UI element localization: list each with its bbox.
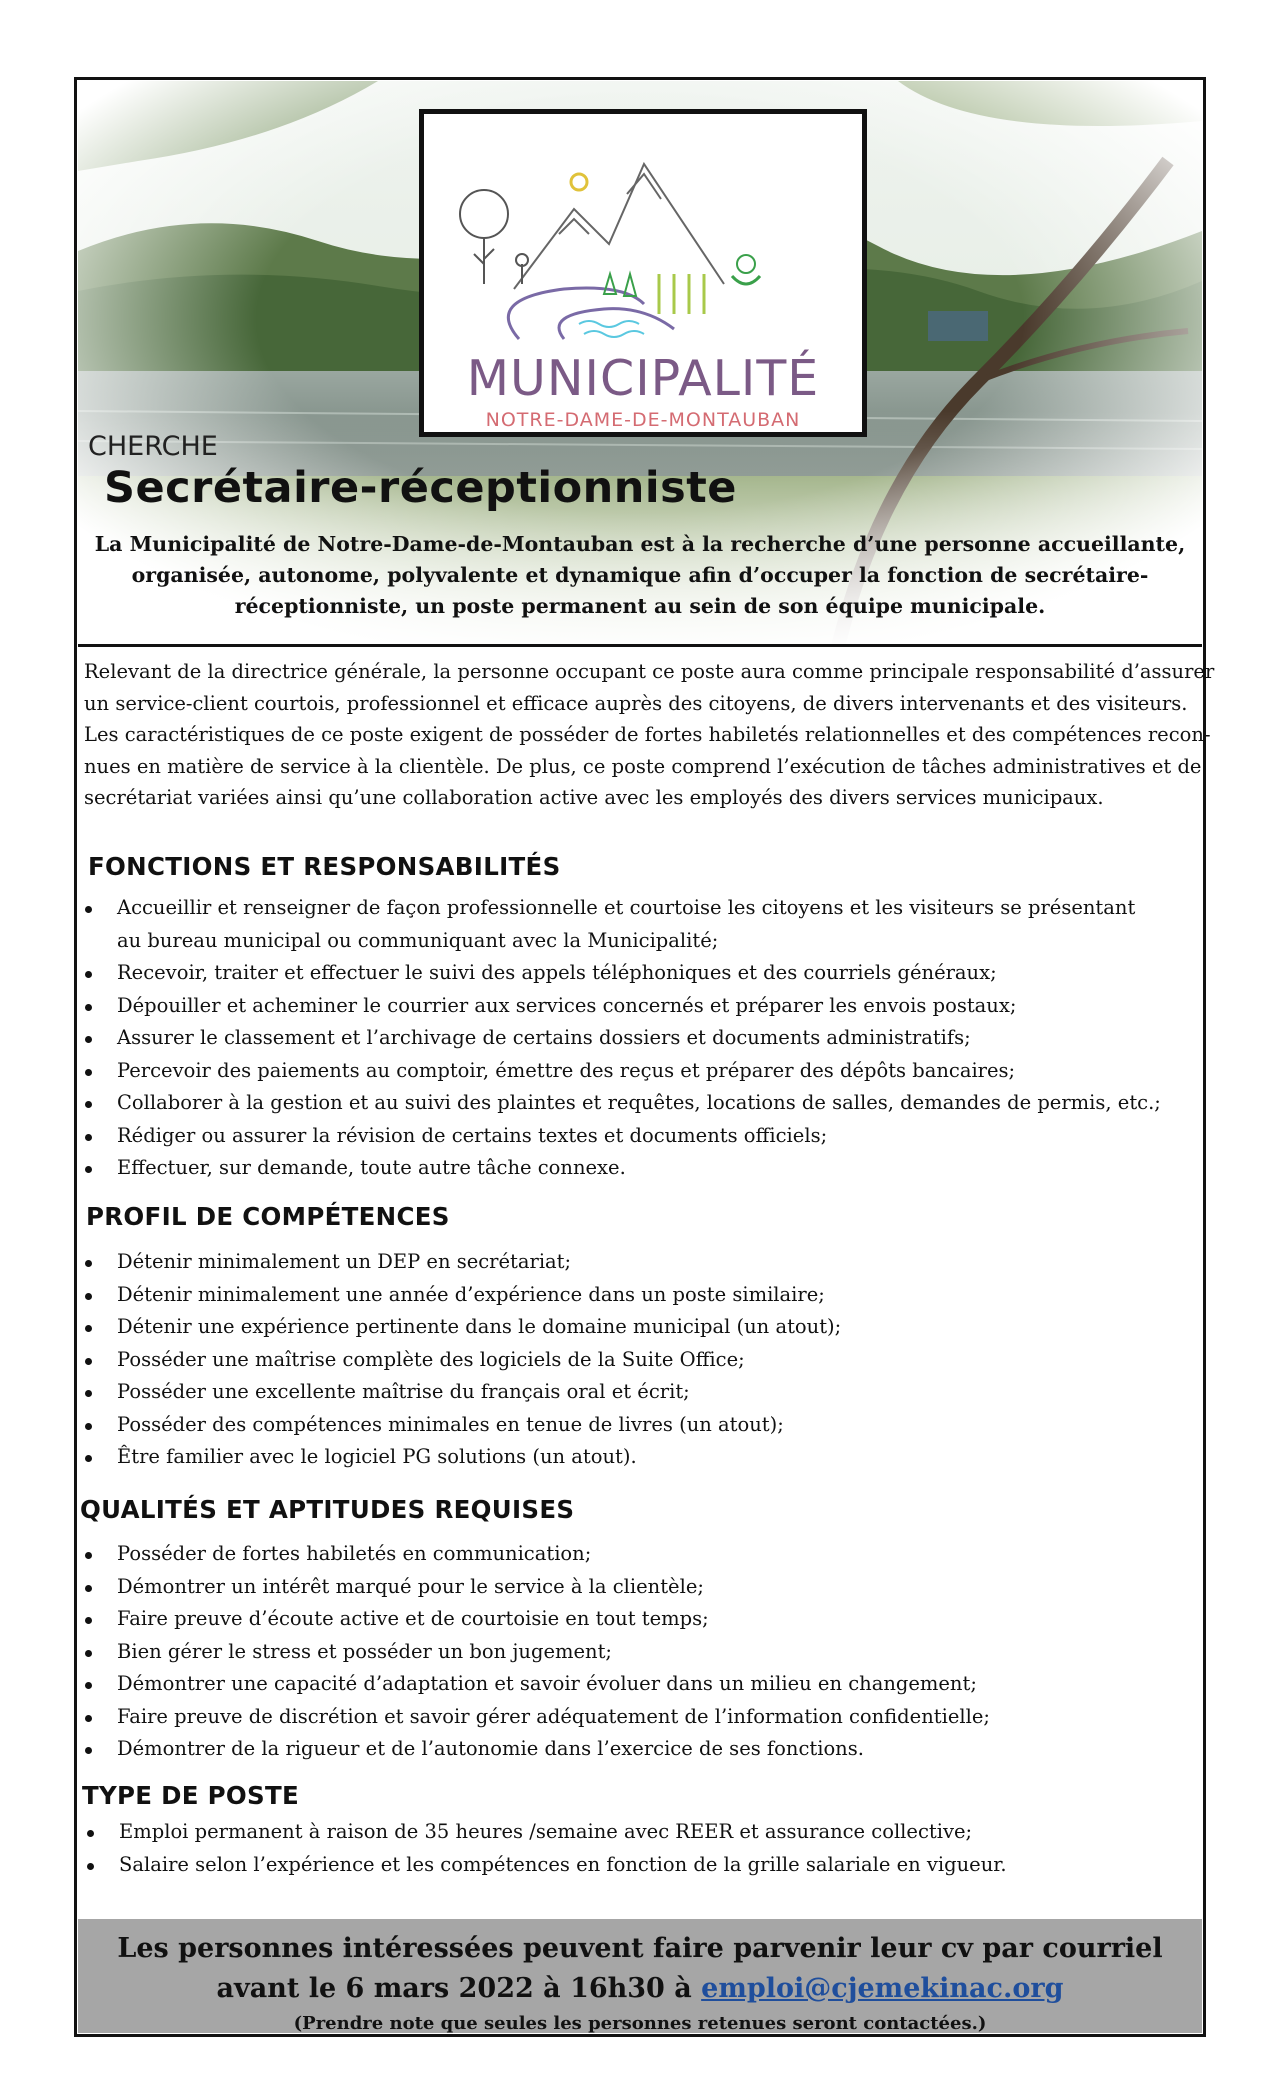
- list-item: Rédiger ou assurer la révision de certains textes et documents officiels;: [82, 1120, 1161, 1153]
- list-item: Détenir minimalement une année d’expérience dans un poste similaire;: [82, 1279, 841, 1312]
- lead-paragraph-wrap: [84, 656, 1215, 814]
- logo-municipality-text: MUNICIPALITÉ: [466, 350, 820, 407]
- list-item: Démontrer de la rigueur et de l’autonomie dans l’exercice de ses fonctions.: [82, 1733, 990, 1766]
- list-item: Percevoir des paiements au comptoir, émettre des reçus et préparer des dépôts bancaires;: [82, 1055, 1161, 1088]
- list-item: Démontrer une capacité d’adaptation et savoir évoluer dans un milieu en changement;: [82, 1668, 990, 1701]
- list-item: Emploi permanent à raison de 35 heures /semaine avec REER et assurance collective;: [84, 1816, 1007, 1849]
- list-item: Salaire selon l’expérience et les compétences en fonction de la grille salariale en vigueur.: [84, 1849, 1007, 1882]
- list-item: Démontrer un intérêt marqué pour le service à la clientèle;: [82, 1571, 990, 1604]
- list-item: Bien gérer le stress et posséder un bon jugement;: [82, 1636, 990, 1669]
- header-banner: [78, 81, 1202, 647]
- intro-line: organisée, autonome, polyvalente et dynamique afin d’occuper la fonction de secrétaire-: [131, 563, 1149, 587]
- intro-paragraph: [78, 529, 1202, 622]
- lead-paragraph: [84, 656, 1215, 814]
- list-item: Effectuer, sur demande, toute autre tâche connexe.: [82, 1152, 1161, 1185]
- lead-line: un service-client courtois, professionnel et efficace auprès des citoyens, de divers intervenants et des visiteurs.: [84, 691, 1188, 715]
- job-title: Secrétaire-réceptionniste: [104, 463, 737, 513]
- list-item: Faire preuve de discrétion et savoir gérer adéquatement de l’information confidentielle;: [82, 1701, 990, 1734]
- lead-line: secrétariat variées ainsi qu’une collaboration active avec les employés des divers services municipaux.: [84, 786, 1104, 809]
- footer-note: (Prendre note que seules les personnes retenues seront contactées.): [293, 2013, 987, 2034]
- lead-line: Les caractéristiques de ce poste exigent de posséder de fortes habiletés relationnelles et des compétences recon-: [84, 723, 1211, 746]
- list-item: Assurer le classement et l’archivage de certains dossiers et documents administratifs;: [82, 1022, 1161, 1055]
- section-title-fonctions: FONCTIONS ET RESPONSABILITÉS: [88, 852, 561, 881]
- list-item: Posséder une excellente maîtrise du français oral et écrit;: [82, 1376, 841, 1409]
- list-item: Détenir une expérience pertinente dans le domaine municipal (un atout);: [82, 1311, 841, 1344]
- footer-line: Les personnes intéressées peuvent faire parvenir leur cv par courriel: [117, 1933, 1163, 1964]
- footer-deadline: avant le 6 mars 2022 à 16h30 à: [216, 1973, 702, 2004]
- list-item: Posséder des compétences minimales en tenue de livres (un atout);: [82, 1409, 841, 1442]
- logo-mountains-icon: [444, 124, 844, 349]
- lead-line: Relevant de la directrice générale, la personne occupant ce poste aura comme principale responsabilité d’assurer: [84, 660, 1215, 683]
- list-item: Recevoir, traiter et effectuer le suivi des appels téléphoniques et des courriels généraux;: [82, 957, 1161, 990]
- municipality-logo: [419, 109, 867, 437]
- list-item: Faire preuve d’écoute active et de courtoisie en tout temps;: [82, 1603, 990, 1636]
- list-fonctions: [82, 892, 1161, 1185]
- kicker-label: CHERCHE: [88, 431, 218, 462]
- section-title-qualites: QUALITÉS ET APTITUDES REQUISES: [80, 1495, 575, 1524]
- email-link[interactable]: emploi@cjemekinac.org: [701, 1973, 1064, 2004]
- section-title-profil: PROFIL DE COMPÉTENCES: [86, 1202, 450, 1231]
- list-item: Détenir minimalement un DEP en secrétariat;: [82, 1246, 841, 1279]
- application-footer: [78, 1919, 1202, 2033]
- list-item: Posséder de fortes habiletés en communication;: [82, 1538, 990, 1571]
- intro-line: La Municipalité de Notre-Dame-de-Montauban est à la recherche d’une personne accueillante,: [94, 532, 1186, 556]
- list-item: Collaborer à la gestion et au suivi des plaintes et requêtes, locations de salles, demandes de permis, etc.;: [82, 1087, 1161, 1120]
- section-title-type: TYPE DE POSTE: [82, 1781, 300, 1810]
- list-item: Dépouiller et acheminer le courrier aux services concernés et préparer les envois postaux;: [82, 990, 1161, 1023]
- list-item: Posséder une maîtrise complète des logiciels de la Suite Office;: [82, 1344, 841, 1377]
- list-type: [84, 1816, 1007, 1881]
- footer-line: [78, 1969, 1202, 2009]
- list-qualites: [82, 1538, 990, 1766]
- lead-line: nues en matière de service à la clientèle. De plus, ce poste comprend l’exécution de tâches administratives et de: [84, 754, 1202, 778]
- list-item: Accueillir et renseigner de façon professionnelle et courtoise les citoyens et les visiteurs se présentant au bureau municipal ou communiquant avec la Municipalité;: [82, 892, 1161, 957]
- list-profil: [82, 1246, 841, 1474]
- logo-town-name: NOTRE-DAME-DE-MONTAUBAN: [485, 409, 801, 431]
- intro-line: réceptionniste, un poste permanent au sein de son équipe municipale.: [234, 594, 1046, 618]
- list-item: Être familier avec le logiciel PG solutions (un atout).: [82, 1441, 841, 1474]
